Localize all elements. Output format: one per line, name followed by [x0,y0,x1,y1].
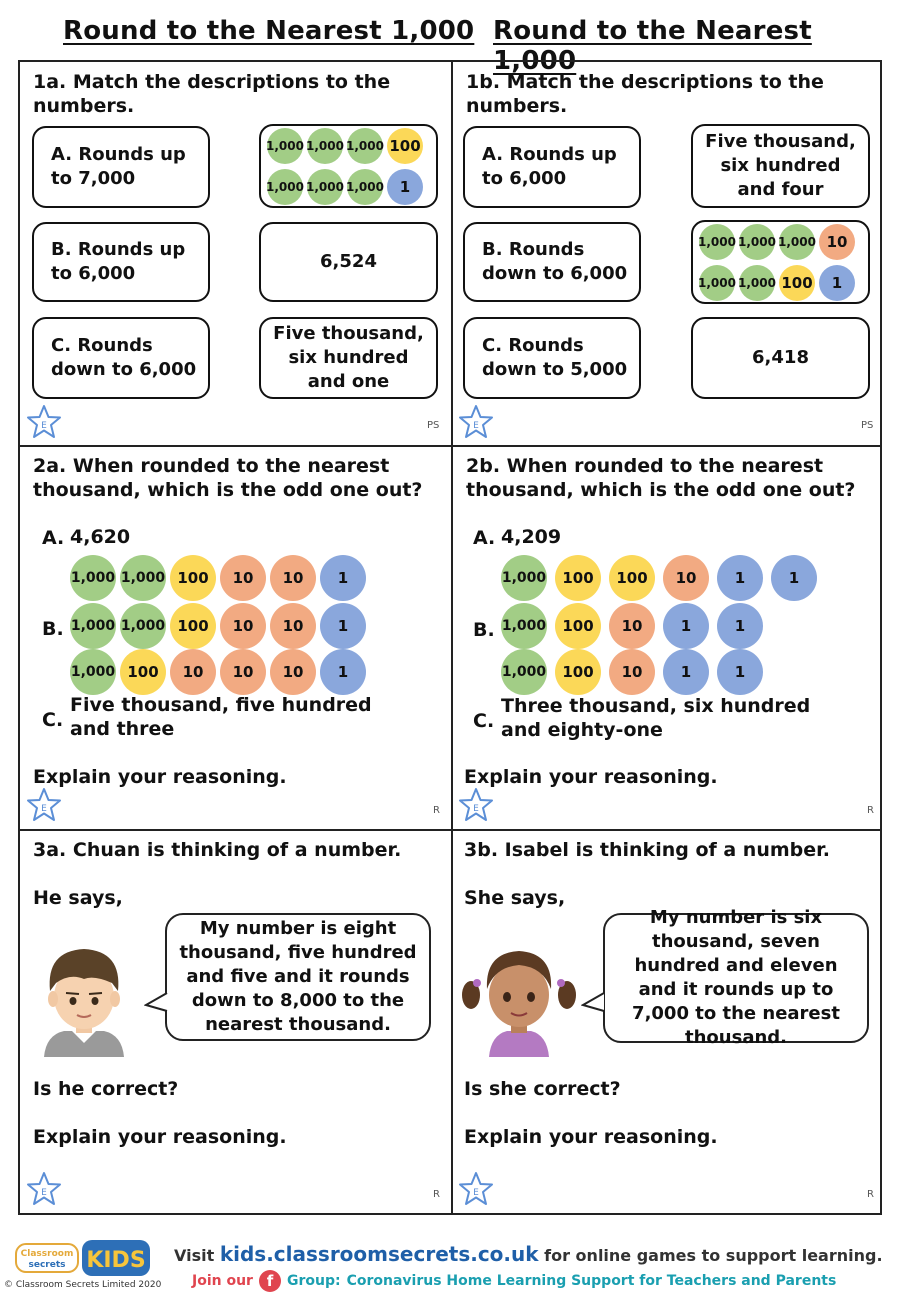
number-box-digits [259,222,438,302]
says-text: He says, [33,887,123,909]
counter-1000: 1,000 [267,128,303,164]
number-words: Five thousand, six hundred and four [705,131,856,200]
place-value-counters [261,124,429,209]
counter-100: 100 [170,555,216,601]
speech-bubble [165,913,431,1041]
number-box-words [691,124,870,208]
counter-10: 10 [270,649,316,695]
speech-bubble [603,907,869,1048]
option-c-letter: C. [473,710,495,732]
explain-prompt: Explain your reasoning. [464,1126,718,1148]
counter-1: 1 [819,265,855,301]
counter-1: 1 [320,649,366,695]
option-a-text: 4,209 [501,526,562,548]
skill-code: R [433,805,440,816]
classroom-secrets-kids-logo [14,1238,154,1280]
panel-3a [20,831,451,1215]
counter-1000: 1,000 [699,265,735,301]
counter-1000: 1,000 [70,603,116,649]
counter-1: 1 [320,555,366,601]
star-letter: E [41,421,47,431]
counter-1000: 1,000 [307,128,343,164]
counter-1000: 1,000 [70,649,116,695]
star-icon [458,404,494,440]
counter-100: 100 [555,555,601,601]
counter-row [70,649,366,695]
visit-prefix: Visit [174,1246,215,1265]
group-label: Group: [286,1273,341,1289]
counter-1000: 1,000 [347,128,383,164]
counter-1000: 1,000 [739,265,775,301]
counter-100: 100 [609,555,655,601]
skill-code: PS [427,420,440,431]
counter-10: 10 [220,555,266,601]
explain-prompt: Explain your reasoning. [33,1126,287,1148]
star-icon [26,787,62,823]
copyright-text: © Classroom Secrets Limited 2020 [4,1280,162,1290]
option-a-letter: A. [42,527,65,549]
counter-1000: 1,000 [120,555,166,601]
explain-prompt: Explain your reasoning. [464,766,718,788]
counter-1000: 1,000 [779,224,815,260]
counter-100: 100 [387,128,423,164]
counter-100: 100 [555,603,601,649]
counter-row [501,555,817,601]
description-box-c [463,317,641,399]
counter-10: 10 [170,649,216,695]
counter-row [501,603,763,649]
counter-1000: 1,000 [739,224,775,260]
description-label: B. Rounds up to 6,000 [51,239,186,284]
counter-10: 10 [609,649,655,695]
counter-row [501,649,763,695]
panel-1a [20,62,451,445]
counter-100: 100 [555,649,601,695]
description-label: B. Rounds down to 6,000 [482,239,628,284]
star-letter: E [473,1188,479,1198]
skill-code: R [867,805,874,816]
logo-word-classroom: Classroom [20,1249,74,1259]
speech-tail [581,991,605,1015]
counter-row [70,603,366,649]
page-title-left: Round to the Nearest 1,000 [63,16,475,46]
join-line [192,1270,836,1292]
panel-2b [453,447,884,829]
question-text: 1b. Match the descriptions to the numbers. [466,71,824,117]
description-label: C. Rounds down to 5,000 [482,335,628,380]
counter-1000: 1,000 [501,603,547,649]
counter-1: 1 [717,603,763,649]
skill-code: PS [861,420,874,431]
counter-row [70,555,366,601]
counter-1: 1 [663,603,709,649]
explain-prompt: Explain your reasoning. [33,766,287,788]
star-icon [458,787,494,823]
join-prefix: Join our [192,1273,253,1289]
number-value: 6,418 [752,347,809,368]
question-text: 1a. Match the descriptions to the numbers. [33,71,391,117]
counter-1: 1 [771,555,817,601]
counter-1000: 1,000 [699,224,735,260]
star-icon [26,1171,62,1207]
site-link[interactable]: kids.classroomsecrets.co.uk [219,1242,539,1266]
logo-word-kids: KIDS [86,1248,146,1273]
number-box-digits [691,317,870,399]
counter-100: 100 [120,649,166,695]
description-box-c [32,317,210,399]
counter-10: 10 [663,555,709,601]
star-letter: E [473,421,479,431]
counter-10: 10 [270,555,316,601]
counter-1000: 1,000 [70,555,116,601]
group-link[interactable]: Coronavirus Home Learning Support for Teachers and Parents [346,1273,837,1289]
speech-text: My number is eight thousand, five hundred and five and it rounds down to 8,000 to the nearest thousand. [179,918,417,1035]
counter-10: 10 [270,603,316,649]
number-box-words [259,317,438,399]
speech-tail [144,991,168,1015]
logo-word-secrets: secrets [28,1260,66,1270]
number-value: 6,524 [320,251,377,272]
page-title-right: Round to the Nearest 1,000 [493,16,812,76]
place-value-counters [693,220,861,305]
skill-code: R [433,1189,440,1200]
description-box-b [32,222,210,302]
counter-1: 1 [663,649,709,695]
counter-10: 10 [220,649,266,695]
question-text: 2a. When rounded to the nearest thousand, which is the odd one out? [33,455,423,501]
star-icon [458,1171,494,1207]
counter-1: 1 [320,603,366,649]
description-label: A. Rounds up to 7,000 [51,144,186,189]
option-c-text: Three thousand, six hundred and eighty-one [501,695,811,741]
counter-1000: 1,000 [501,649,547,695]
option-a-text: 4,620 [70,526,131,548]
option-c-text: Five thousand, five hundred and three [70,694,372,740]
worksheet-grid [18,60,882,1215]
counter-10: 10 [220,603,266,649]
counter-100: 100 [170,603,216,649]
speech-text: My number is six thousand, seven hundred and eleven and it rounds up to 7,000 to the nearest thousand. [632,907,840,1048]
panel-2a [20,447,451,829]
correct-question: Is she correct? [464,1078,621,1100]
question-text: 2b. When rounded to the nearest thousand, which is the odd one out? [466,455,856,501]
panel-1b [453,62,884,445]
counter-10: 10 [609,603,655,649]
description-box-b [463,222,641,302]
number-box-chips [259,124,438,208]
description-label: A. Rounds up to 6,000 [482,144,617,189]
panel-3b [453,831,884,1215]
counter-1000: 1,000 [267,169,303,205]
counter-1000: 1,000 [501,555,547,601]
star-letter: E [41,1188,47,1198]
question-text: 3a. Chuan is thinking of a number. [33,839,402,861]
description-box-a [32,126,210,208]
counter-1000: 1,000 [120,603,166,649]
star-letter: E [473,804,479,814]
number-words: Five thousand, six hundred and one [273,323,424,392]
counter-1: 1 [387,169,423,205]
option-b-letter: B. [473,619,495,641]
skill-code: R [867,1189,874,1200]
star-letter: E [41,804,47,814]
counter-1: 1 [717,649,763,695]
boy-avatar [34,939,134,1057]
facebook-icon[interactable]: f [259,1270,281,1292]
description-label: C. Rounds down to 6,000 [51,335,197,380]
number-box-chips [691,220,870,304]
visit-suffix: for online games to support learning. [544,1246,883,1265]
visit-line [174,1242,883,1266]
star-icon [26,404,62,440]
counter-1000: 1,000 [347,169,383,205]
option-c-letter: C. [42,709,64,731]
says-text: She says, [464,887,566,909]
counter-10: 10 [819,224,855,260]
option-b-letter: B. [42,618,64,640]
correct-question: Is he correct? [33,1078,179,1100]
counter-1000: 1,000 [307,169,343,205]
option-a-letter: A. [473,527,496,549]
question-text: 3b. Isabel is thinking of a number. [464,839,831,861]
counter-100: 100 [779,265,815,301]
description-box-a [463,126,641,208]
counter-1: 1 [717,555,763,601]
girl-avatar [459,937,579,1057]
